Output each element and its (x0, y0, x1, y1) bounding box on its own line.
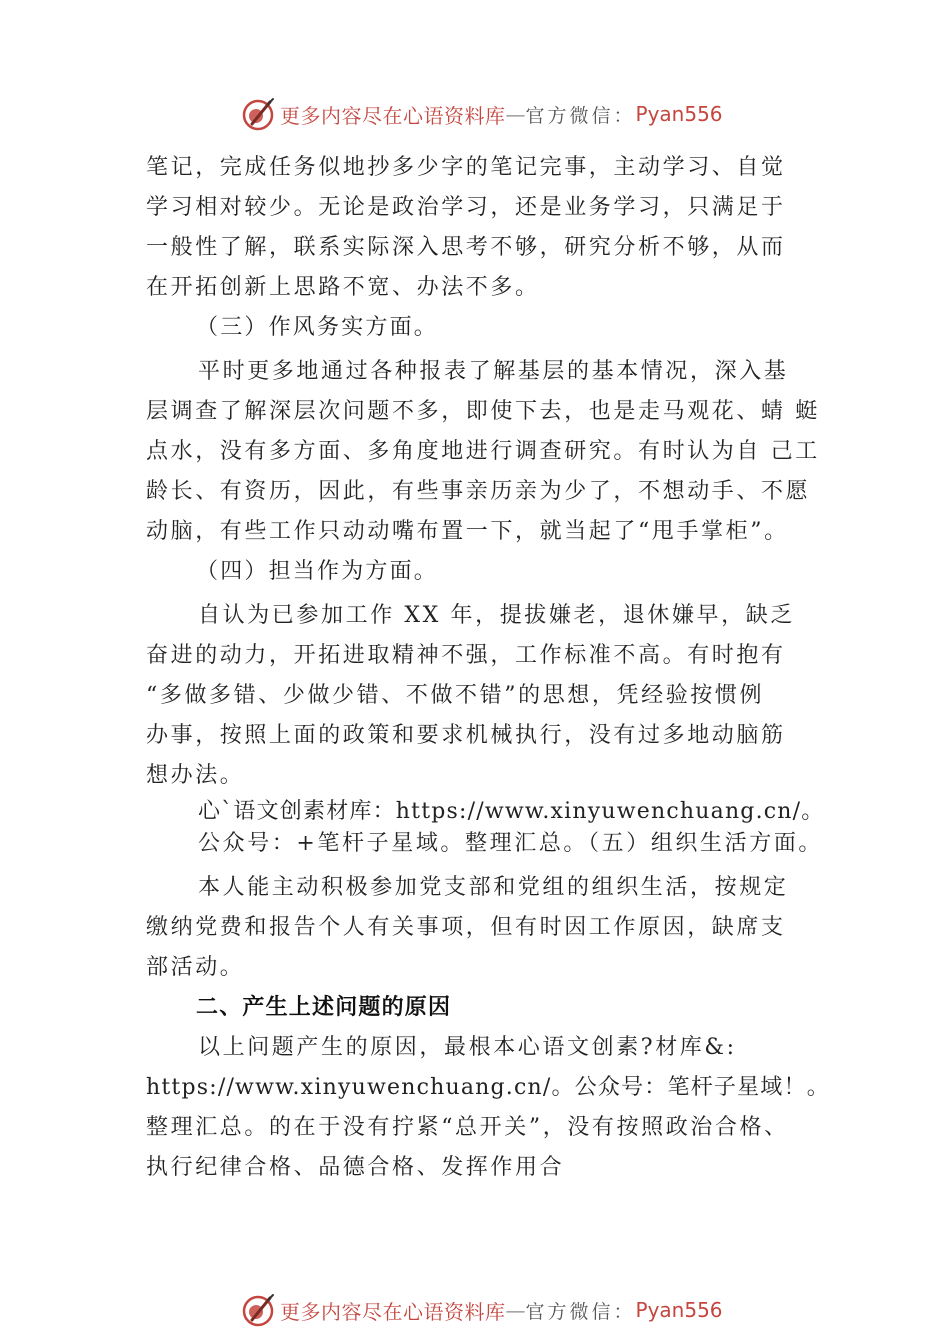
footer-library-text: 更多内容尽在心语资料库 (280, 1299, 506, 1324)
paragraph-line: “多做多错、少做少错、不做不错”的思想，凭经验按惯例 (146, 683, 765, 708)
header-wechat-id: Pyan556 (635, 102, 723, 126)
document-body (146, 148, 846, 1188)
paragraph-line: 奋进的动力，开拓进取精神不强，工作标准不高。有时抱有 (146, 643, 786, 668)
paragraph-line: 缴纳党费和报告个人有关事项，但有时因工作原因，缺席支 (146, 915, 786, 940)
paragraph-line: 学习相对较少。无论是政治学习，还是业务学习，只满足于 (146, 195, 786, 220)
pen-logo-icon (240, 96, 276, 132)
paragraph-line: 办事，按照上面的政策和要求机械执行，没有过多地动脑筋 (146, 723, 786, 748)
section-heading-four: （四）担当作为方面。 (196, 559, 439, 584)
paragraph-line: 笔记，完成任务似地抄多少字的笔记完事，主动学习、自觉 (146, 155, 786, 180)
header-banner (240, 94, 723, 134)
pen-logo-icon (240, 1292, 276, 1328)
footer-wechat-id: Pyan556 (635, 1298, 723, 1322)
footer-wechat-label: 官方微信： (525, 1300, 636, 1323)
paragraph-line: 动脑，有些工作只动动嘴布置一下，就当起了“甩手掌柜”。 (146, 519, 789, 544)
paragraph-line: 整理汇总。的在于没有拧紧“总开关”，没有按照政治合格、 (146, 1115, 789, 1140)
paragraph-line: 平时更多地通过各种报表了解基层的基本情况，深入基 (198, 359, 789, 384)
paragraph-line: 执行纪律合格、品德合格、发挥作用合 (146, 1155, 565, 1180)
paragraph-line: 以上问题产生的原因，最根本心语文创素?材库&: (198, 1035, 737, 1060)
section-heading-three: （三）作风务实方面。 (196, 315, 439, 340)
paragraph-line: 部活动。 (146, 955, 245, 980)
header-dash: — (505, 102, 526, 126)
section-heading-two: 二、产生上述问题的原因 (196, 995, 452, 1020)
paragraph-line: 本人能主动积极参加党支部和党组的组织生活，按规定 (198, 875, 789, 900)
paragraph-line: https://www.xinyuwenchuang.cn/。公众号：笔杆子星域！。 (146, 1075, 830, 1100)
header-library-text: 更多内容尽在心语资料库 (280, 103, 506, 128)
paragraph-line: 层调查了解深层次问题不多，即使下去，也是走马观花、蜻 蜓 (146, 399, 820, 424)
source-note-line: 公众号：+笔杆子星域。整理汇总。（五）组织生活方面。 (198, 831, 824, 856)
paragraph-line: 一般性了解，联系实际深入思考不够，研究分析不够，从而 (146, 235, 786, 260)
source-note-line: 心`语文创素材库：https://www.xinyuwenchuang.cn/。 (198, 799, 825, 824)
paragraph-line: 想办法。 (146, 763, 245, 788)
header-wechat-label: 官方微信： (525, 104, 636, 127)
paragraph-line: 自认为已参加工作 XX 年，提拔嫌老，退休嫌早，缺乏 (198, 603, 795, 628)
paragraph-line: 在开拓创新上思路不宽、办法不多。 (146, 275, 540, 300)
footer-banner (240, 1290, 723, 1330)
paragraph-line: 点水，没有多方面、多角度地进行调查研究。有时认为自 己工 (146, 439, 820, 464)
paragraph-line: 龄长、有资历，因此，有些事亲历亲为少了，不想动手、不愿 (146, 479, 811, 504)
footer-dash: — (505, 1298, 526, 1322)
